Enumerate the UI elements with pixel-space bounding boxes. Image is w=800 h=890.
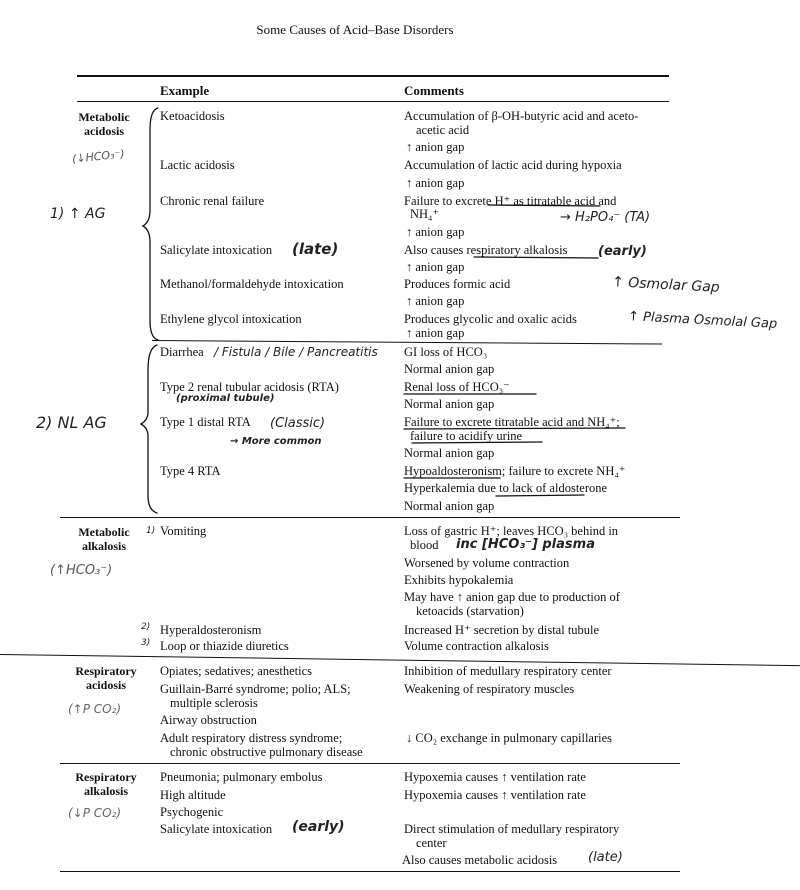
example-diuretics: Loop or thiazide diuretics (160, 639, 289, 653)
hw-resp-alk-early: (early) (598, 244, 647, 259)
comment-ketoacidosis-1: Accumulation of β-OH-butyric acid and aceto- (404, 109, 639, 123)
hw-resp-alk-pco2: (↓P CO₂) (68, 806, 122, 820)
comment-vomiting-4: Exhibits hypokalemia (404, 573, 514, 587)
hw-met-acidosis-late: (late) (588, 850, 623, 865)
example-salicylate-early: Salicylate intoxication (160, 822, 273, 836)
example-methanol: Methanol/formaldehyde intoxication (160, 277, 344, 291)
example-ketoacidosis: Ketoacidosis (160, 109, 225, 123)
hw-proximal-tubule: (proximal tubule) (176, 393, 275, 404)
comment-salicylate-1: Also causes respiratory alkalosis (404, 243, 568, 257)
comment-type4-3: Normal anion gap (404, 499, 495, 513)
example-guillain-barre-2: multiple sclerosis (170, 696, 258, 710)
comment-diuretics: Volume contraction alkalosis (404, 639, 549, 653)
comment-methanol-2: ↑ anion gap (406, 294, 465, 308)
comment-opiates: Inhibition of medullary respiratory center (404, 664, 612, 678)
brace-anion-gap (143, 108, 158, 340)
hw-group1-label: 1) ↑ AG (50, 206, 106, 222)
hw-met-acid-hco3: (↓HCO₃⁻) (71, 147, 126, 166)
example-type2-rta: Type 2 renal tubular acidosis (RTA) (160, 380, 339, 394)
header-comments: Comments (404, 83, 464, 98)
comment-crf-1: Failure to excrete H⁺ as titratable acid and (404, 194, 617, 208)
comment-lactic-1: Accumulation of lactic acid during hypoxia (404, 158, 622, 172)
hw-num3: 3) (141, 638, 151, 648)
comment-diarrhea-1: GI loss of HCO₃ (404, 345, 488, 359)
comment-ards: ↓ CO₂ exchange in pulmonary capillaries (406, 731, 613, 745)
comment-diarrhea-2: Normal anion gap (404, 362, 495, 376)
hw-ta-note: → H₂PO₄⁻ (TA) (560, 210, 651, 225)
example-salicylate-intoxication: Salicylate intoxication (160, 243, 273, 257)
example-diarrhea: Diarrhea (160, 345, 204, 359)
comment-vomiting-2: blood (410, 538, 439, 552)
example-airway-obstruction: Airway obstruction (160, 713, 257, 727)
comment-pneumonia: Hypoxemia causes ↑ ventilation rate (404, 770, 586, 784)
comment-salicylate-direct-2: center (416, 836, 447, 850)
comment-type4-1: Hypoaldosteronism; failure to excrete NH₄⁺ (404, 464, 626, 478)
comment-guillain-barre: Weakening of respiratory muscles (404, 682, 575, 696)
comment-crf-3: ↑ anion gap (406, 225, 465, 239)
example-guillain-barre-1: Guillain-Barré syndrome; polio; ALS; (160, 682, 351, 696)
comment-high-altitude: Hypoxemia causes ↑ ventilation rate (404, 788, 586, 802)
category-respiratory-alkalosis: Respiratory alkalosis (75, 770, 137, 798)
hw-plasma-osmolal-gap: ↑ Plasma Osmolal Gap (627, 309, 778, 332)
example-type1-rta: Type 1 distal RTA (160, 415, 251, 429)
comment-vomiting-3: Worsened by volume contraction (404, 556, 570, 570)
example-type4-rta: Type 4 RTA (160, 464, 221, 478)
comment-type4-2: Hyperkalemia due to lack of aldosterone (404, 481, 608, 495)
comment-ketoacidosis-3: ↑ anion gap (406, 140, 465, 154)
underline-type1-failure (404, 428, 625, 429)
comment-salicylate-direct-1: Direct stimulation of medullary respiratory (404, 822, 620, 836)
example-ethylene-glycol: Ethylene glycol intoxication (160, 312, 302, 326)
comment-type2-1: Renal loss of HCO₃⁻ (404, 380, 510, 394)
comment-type2-2: Normal anion gap (404, 397, 495, 411)
comment-vomiting-6: ketoacids (starvation) (416, 604, 524, 618)
underline-acidify-urine (412, 442, 542, 443)
comment-salicylate-direct-3: Also causes metabolic acidosis (402, 853, 558, 867)
example-psychogenic: Psychogenic (160, 805, 224, 819)
comment-ketoacidosis-2: acetic acid (416, 123, 470, 137)
category-respiratory-acidosis: Respiratory acidosis (75, 664, 137, 692)
page-title: Some Causes of Acid–Base Disorders (256, 22, 454, 37)
example-lactic-acidosis: Lactic acidosis (160, 158, 235, 172)
header-example: Example (160, 83, 210, 98)
comment-salicylate-2: ↑ anion gap (406, 260, 465, 274)
brace-normal-anion-gap (141, 345, 157, 513)
example-pneumonia: Pneumonia; pulmonary embolus (160, 770, 323, 784)
example-ards-1: Adult respiratory distress syndrome; (160, 731, 343, 745)
example-chronic-renal-failure: Chronic renal failure (160, 194, 265, 208)
comment-lactic-2: ↑ anion gap (406, 176, 465, 190)
underline-resp-alkalosis (474, 257, 598, 258)
comment-crf-2: NH₄⁺ (410, 207, 440, 221)
example-vomiting: Vomiting (160, 524, 207, 538)
comment-methanol-1: Produces formic acid (404, 277, 511, 291)
comment-type1-3: Normal anion gap (404, 446, 495, 460)
underline-hyperkalemia (496, 495, 584, 496)
comment-hyperaldosteronism: Increased H⁺ secretion by distal tubule (404, 623, 600, 637)
example-ards-2: chronic obstructive pulmonary disease (170, 745, 363, 759)
hw-resp-acid-pco2: (↑P CO₂) (68, 702, 122, 716)
hw-met-alk-hco3: (↑HCO₃⁻) (50, 563, 113, 578)
hw-group2-label: 2) NL AG (36, 413, 107, 432)
comment-type1-1: Failure to excrete titratable acid and NH₄⁺; (404, 415, 620, 429)
hw-num2: 2) (141, 622, 151, 632)
comment-vomiting-5: May have ↑ anion gap due to production of (404, 590, 620, 604)
example-high-altitude: High altitude (160, 788, 226, 802)
category-metabolic-acidosis: Metabolic acidosis (78, 110, 130, 138)
example-opiates: Opiates; sedatives; anesthetics (160, 664, 313, 678)
hw-num1: 1) (146, 526, 156, 536)
underline-titratable-acid (488, 205, 600, 206)
hw-diarrhea-causes: / Fistula / Bile / Pancreatitis (214, 345, 378, 359)
hw-salicylate-late: (late) (292, 240, 339, 258)
comment-type1-2: failure to acidify urine (410, 429, 523, 443)
hw-classic: (Classic) (270, 416, 326, 431)
comment-ethylene-1: Produces glycolic and oxalic acids (404, 312, 577, 326)
hw-inc-hco3: inc [HCO₃⁻] plasma (456, 537, 595, 552)
hw-salicylate-early: (early) (292, 819, 345, 835)
hw-more-common: → More common (230, 436, 322, 447)
comment-vomiting-1: Loss of gastric H⁺; leaves HCO₃ behind in (404, 524, 619, 538)
example-hyperaldosteronism: Hyperaldosteronism (160, 623, 262, 637)
comment-ethylene-2: ↑ anion gap (406, 326, 465, 340)
hw-osmolar-gap: ↑ Osmolar Gap (611, 274, 721, 296)
category-metabolic-alkalosis: Metabolic alkalosis (78, 525, 130, 553)
